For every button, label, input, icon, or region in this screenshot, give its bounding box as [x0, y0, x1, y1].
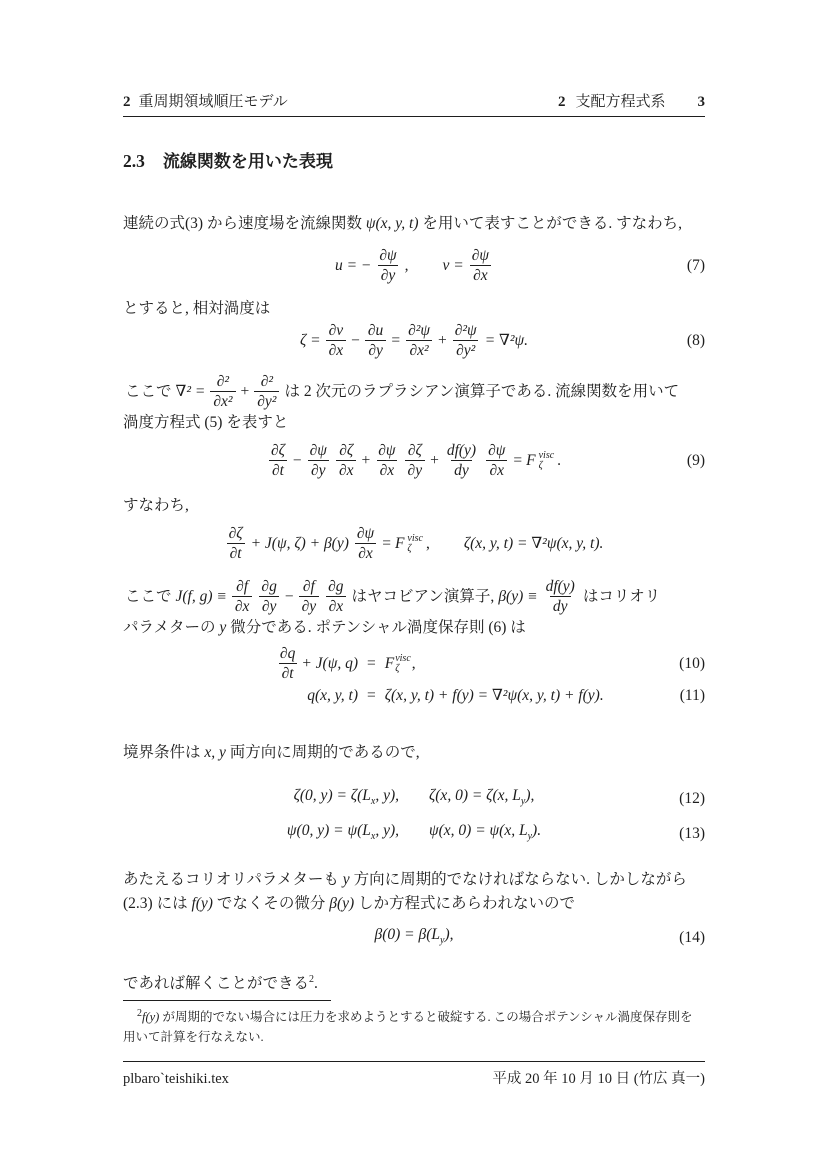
text-run: はヤコビアン演算子, — [351, 587, 495, 605]
fraction — [485, 441, 508, 480]
math-operator: − — [284, 587, 294, 605]
section-number: 2.3 — [123, 151, 145, 171]
section-title: 流線関数を用いた表現 — [162, 152, 333, 171]
header-right — [558, 90, 705, 111]
paragraph-line — [123, 616, 705, 640]
math-operator: + — [240, 382, 250, 400]
math-token: , y), — [375, 787, 399, 804]
fraction-denominator: dy — [550, 596, 571, 616]
math-token-F: F — [384, 654, 395, 672]
equals-sign: = — [367, 654, 376, 672]
fraction-numerator: ∂ζ — [407, 442, 422, 459]
equation-body — [298, 321, 530, 360]
equals-sign: = — [367, 687, 376, 704]
math-token: + J(ψ, ζ) + β(y) — [250, 534, 349, 552]
subscript-zeta: ζ — [538, 459, 543, 471]
fraction-numerator: ∂ψ — [379, 247, 397, 264]
fraction-numerator: ∂v — [328, 322, 344, 339]
fraction-numerator: ∂f — [302, 578, 315, 595]
supsub-group — [539, 451, 555, 470]
fraction — [254, 372, 279, 411]
fraction — [444, 441, 479, 480]
fraction-denominator: ∂y — [378, 265, 399, 285]
fraction-denominator: ∂x — [336, 460, 357, 480]
inline-math-beta: β(y) — [329, 895, 355, 913]
fraction-denominator: ∂x — [326, 340, 347, 360]
subscript-y: y — [520, 796, 526, 808]
fraction-denominator: ∂y² — [453, 340, 478, 360]
fraction — [376, 246, 399, 285]
fraction-denominator: ∂x — [377, 460, 398, 480]
paragraph-coriolis — [123, 868, 705, 916]
math-token-F: F — [526, 451, 536, 469]
paragraph-laplacian — [123, 372, 705, 435]
math-token: ∇² = — [175, 382, 206, 400]
math-token: = ∇²ψ. — [484, 332, 528, 349]
inline-math-fy: f(y) — [142, 1010, 160, 1025]
inline-math-xy: x, y — [204, 744, 226, 761]
fraction-denominator: ∂y — [405, 460, 426, 480]
equation-rhs — [385, 654, 416, 673]
equation-body — [223, 524, 606, 563]
text-run: でなくその微分 — [212, 895, 330, 913]
paragraph-boundary — [123, 741, 705, 765]
fraction — [375, 441, 398, 480]
equation-align-block — [218, 644, 705, 709]
fraction-denominator: ∂x — [470, 265, 491, 285]
page-number: 3 — [697, 94, 705, 110]
math-operator: − — [351, 331, 360, 349]
math-token-F: F — [394, 534, 405, 552]
math-token: ), — [525, 787, 535, 804]
header-left-title: 重周期領域順圧モデル — [138, 94, 288, 110]
fraction — [326, 321, 347, 360]
footer-filename: plbaro`teishiki.tex — [123, 1070, 229, 1087]
equation-lhs — [218, 644, 358, 683]
fraction — [469, 246, 492, 285]
fraction — [258, 577, 279, 616]
superscript-visc: visc — [407, 533, 423, 544]
footer-rule — [123, 1061, 705, 1062]
fraction — [325, 577, 346, 616]
equation-8 — [123, 321, 705, 360]
fraction-denominator: ∂y — [365, 340, 386, 360]
fraction-numerator: ∂g — [328, 578, 344, 595]
math-token: β(0) = β(L — [374, 926, 440, 944]
section-heading — [123, 147, 705, 172]
text-run: ここで — [125, 587, 172, 605]
equation-tag: (14) — [679, 929, 705, 947]
text-run: 連続の式(3) から速度場を流線関数 — [123, 215, 366, 232]
equation-body — [265, 441, 563, 480]
math-token: ζ = — [299, 331, 321, 349]
fraction-numerator: ∂² — [260, 373, 274, 390]
fraction-numerator: ∂ψ — [488, 442, 506, 459]
math-token: ζ(0, y) = ζ(L — [293, 787, 371, 804]
equation-tag: (11) — [679, 687, 705, 704]
math-token: ζ(x, 0) = ζ(x, L — [429, 787, 521, 804]
paragraph-sunawachi — [123, 494, 705, 518]
fraction-numerator: ∂ζ — [228, 525, 243, 542]
fraction-denominator: ∂t — [279, 663, 297, 683]
equation-tag: (10) — [679, 654, 705, 672]
equation-tag: (8) — [686, 331, 705, 349]
equation-rhs — [385, 683, 604, 709]
equation-tag: (7) — [686, 256, 705, 274]
math-token: ). — [532, 822, 542, 840]
math-token: , y), — [375, 822, 399, 840]
equation-lhs — [218, 683, 358, 709]
footnote-marker: 2 — [309, 974, 315, 986]
math-token: ζ(x, y, t) + f(y) = ∇²ψ(x, y, t) + f(y). — [384, 687, 604, 704]
footnote-rule — [123, 1000, 331, 1001]
equation-tag: (9) — [686, 451, 705, 469]
fraction — [307, 441, 330, 480]
equation-13 — [123, 820, 705, 848]
fraction-denominator: ∂y — [259, 596, 280, 616]
math-token: + J(ψ, q) — [301, 654, 358, 672]
fraction-numerator: ∂ψ — [471, 247, 490, 264]
fraction-numerator: ∂ψ — [378, 442, 396, 459]
fraction-denominator: dy — [451, 460, 472, 480]
math-token: J(f, g) ≡ — [175, 587, 227, 605]
math-token: q(x, y, t) — [307, 687, 358, 704]
footnote — [123, 1004, 705, 1046]
text-run: を用いて表すことができる. すなわち, — [418, 215, 683, 232]
fraction — [405, 441, 426, 480]
math-operator: = — [382, 534, 391, 552]
text-run: 微分である. ポテンシャル渦度保存則 (6) は — [226, 619, 526, 636]
text-run: ここで — [125, 382, 172, 400]
fraction — [543, 577, 578, 616]
math-token: ), — [444, 926, 454, 944]
fraction — [336, 441, 357, 480]
math-token: v = — [442, 256, 464, 274]
subscript-zeta: ζ — [395, 662, 400, 674]
text-run: はコリオリ — [582, 587, 661, 605]
footnote-number: 2 — [137, 1008, 142, 1020]
fraction-denominator: ∂x² — [406, 340, 431, 360]
paragraph-conclusion — [123, 968, 705, 996]
equation-12 — [123, 785, 705, 813]
footer-date: 平成 20 年 10 月 10 日 (竹広 真一) — [492, 1070, 705, 1087]
text-run: パラメターの — [123, 619, 220, 636]
fraction-numerator: ∂u — [367, 322, 384, 339]
fraction-denominator: ∂x² — [210, 391, 235, 411]
fraction-denominator: ∂x — [355, 543, 376, 563]
fraction — [268, 441, 288, 480]
paragraph-line — [123, 577, 705, 616]
fraction — [277, 644, 298, 683]
inline-math-fy: f(y) — [191, 895, 213, 913]
page-header — [123, 90, 705, 111]
paragraph-intro — [123, 212, 705, 236]
math-token: ψ(0, y) = ψ(L — [286, 822, 371, 840]
math-token: , — [404, 256, 409, 274]
paragraph-vorticity — [123, 297, 705, 321]
equation-tag: (13) — [679, 825, 705, 843]
fraction-numerator: ∂ψ — [356, 525, 375, 542]
fraction-numerator: df(y) — [446, 442, 477, 459]
math-operator: = — [391, 331, 401, 349]
math-operator: + — [438, 331, 447, 349]
text-run: 方向に周期的でなければならない. しかしながら — [349, 871, 687, 889]
fraction-denominator: ∂y — [299, 596, 320, 616]
fraction-numerator: ∂ψ — [309, 442, 327, 459]
subscript-x: x — [370, 796, 376, 808]
header-section-number: 2 — [557, 94, 566, 110]
fraction — [232, 577, 253, 616]
paragraph-line — [123, 411, 705, 435]
math-token: , — [411, 654, 416, 672]
subscript-y: y — [527, 831, 533, 843]
inline-math-y: y — [219, 619, 227, 636]
fraction — [299, 577, 320, 616]
header-rule — [123, 116, 705, 117]
superscript-visc: visc — [395, 653, 411, 664]
fraction-numerator: ∂f — [236, 578, 249, 595]
supsub-group — [395, 654, 411, 673]
fraction-numerator: df(y) — [545, 578, 575, 595]
text-run: しか方程式にあらわれないので — [354, 895, 576, 913]
fraction — [405, 321, 433, 360]
subscript-y: y — [440, 935, 445, 947]
fraction — [452, 321, 480, 360]
fraction-denominator: ∂y² — [254, 391, 279, 411]
fraction — [365, 321, 386, 360]
text-run: . — [314, 975, 318, 993]
header-left-number: 2 — [123, 94, 131, 110]
fraction-denominator: ∂x — [486, 460, 507, 480]
equation-tag: (12) — [679, 790, 705, 808]
equation-14 — [123, 924, 705, 952]
math-operator: − — [292, 451, 302, 469]
math-operator: + — [430, 451, 439, 469]
fraction — [210, 372, 235, 411]
text-run: 渦度方程式 (5) を表すと — [123, 414, 289, 431]
fraction-numerator: ∂² — [216, 373, 230, 390]
text-run: あたえるコリオリパラメターも — [123, 871, 343, 889]
inline-math-y: y — [342, 871, 350, 889]
subscript-x: x — [370, 831, 376, 843]
fraction — [354, 524, 377, 563]
math-token: , — [425, 534, 430, 552]
page-footer — [123, 1067, 705, 1088]
math-token: u = − — [334, 256, 372, 274]
text-run: であれば解くことができる — [123, 975, 310, 993]
text-run: 両方向に周期的であるので, — [225, 744, 420, 761]
footnote-text: が周期的でない場合には圧力を求めようとすると破綻する. この場合ポテンシャル渦度保存則を用いて計算を行なえない. — [123, 1010, 693, 1044]
math-token: β(y) ≡ — [498, 587, 538, 605]
fraction-numerator: ∂²ψ — [408, 322, 430, 339]
math-token: ψ(x, 0) = ψ(x, L — [429, 822, 528, 840]
math-token: ζ(x, y, t) = ∇²ψ(x, y, t). — [463, 535, 604, 552]
paragraph-jacobian — [123, 577, 705, 640]
inline-math-psi: ψ(x, y, t) — [365, 215, 419, 232]
equation-10 — [218, 644, 705, 683]
fraction-numerator: ∂ζ — [339, 442, 354, 459]
math-token: . — [557, 451, 562, 469]
equation-7 — [123, 246, 705, 285]
fraction-denominator: ∂x — [326, 596, 347, 616]
text-run: すなわち, — [123, 497, 189, 514]
fraction-numerator: ∂g — [261, 578, 277, 595]
fraction-numerator: ∂²ψ — [454, 322, 477, 339]
fraction — [226, 524, 246, 563]
superscript-visc: visc — [538, 450, 555, 461]
header-left — [123, 90, 288, 111]
text-run: (2.3) には — [123, 895, 192, 913]
text-column — [123, 0, 705, 1088]
header-section-title: 支配方程式系 — [575, 94, 666, 110]
math-operator: = — [513, 451, 523, 469]
subscript-zeta: ζ — [407, 542, 412, 554]
supsub-group — [407, 534, 423, 553]
fraction-denominator: ∂t — [269, 460, 287, 480]
math-operator: + — [361, 451, 371, 469]
paragraph-line — [123, 372, 705, 411]
fraction-denominator: ∂x — [232, 596, 253, 616]
text-run: は 2 次元のラプラシアン演算子である. 流線関数を用いて — [284, 382, 680, 400]
fraction-numerator: ∂q — [279, 645, 296, 662]
equation-9 — [123, 441, 705, 480]
fraction-numerator: ∂ζ — [270, 442, 285, 459]
text-run: とすると, 相対渦度は — [123, 300, 271, 317]
equation-11 — [218, 683, 705, 709]
equation-body — [333, 246, 495, 285]
fraction-denominator: ∂t — [227, 543, 245, 563]
text-run: 境界条件は — [123, 744, 205, 761]
fraction-denominator: ∂y — [308, 460, 329, 480]
equation-unnumbered — [123, 524, 705, 563]
